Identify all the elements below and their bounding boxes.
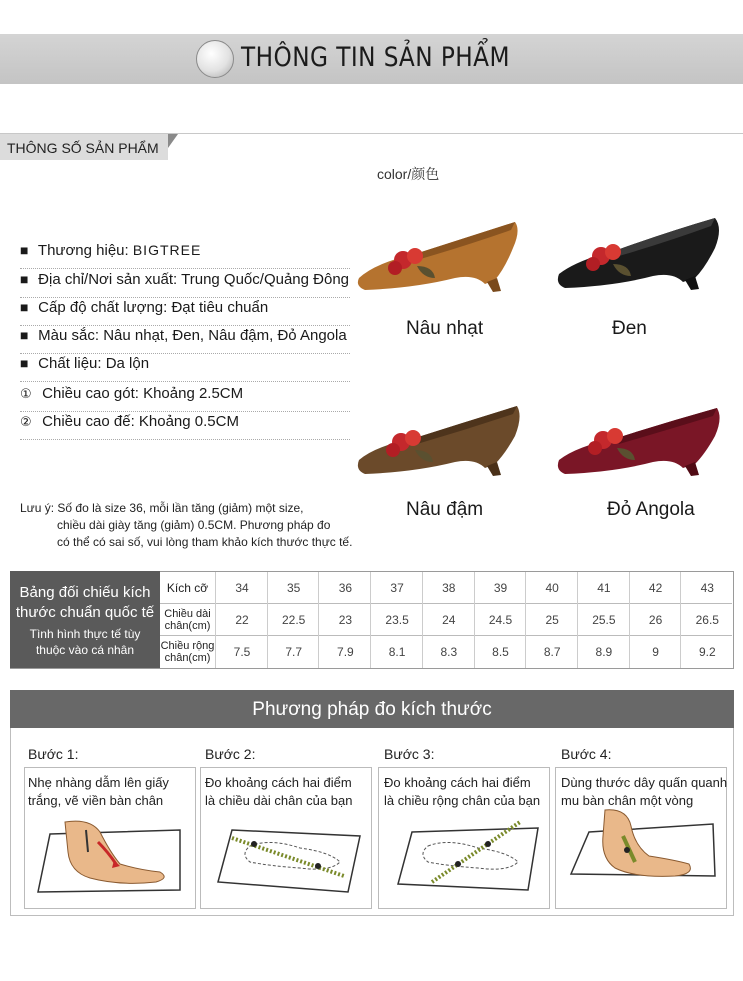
table-cell: 26	[629, 604, 682, 636]
spec-row-origin	[20, 271, 350, 298]
foot-wrap-measure-icon	[565, 806, 725, 896]
table-cell: 8.9	[577, 636, 630, 668]
divider	[0, 133, 743, 134]
table-cell: 24.5	[474, 604, 527, 636]
shoe-angola-red-image	[555, 398, 725, 483]
table-cell: 8.1	[370, 636, 423, 668]
table-cell: 23.5	[370, 604, 423, 636]
row-head-width: Chiều rộng chân(cm)	[160, 636, 216, 668]
bullet-icon: ■	[20, 355, 29, 371]
note-line: có thể có sai số, vui lòng tham khảo kích thước thực tế.	[57, 535, 353, 549]
table-cell: 34	[215, 572, 268, 604]
step-2-text-line: Đo khoảng cách hai điểm	[205, 775, 352, 790]
step-2-text-line: là chiều dài chân của bạn	[205, 793, 353, 808]
table-cell: 40	[525, 572, 578, 604]
note-line: Lưu ý: Số đo là size 36, mỗi lần tăng (giảm) một size,	[20, 501, 304, 515]
bullet-icon: ■	[20, 299, 29, 315]
table-cell: 22	[215, 604, 268, 636]
tab-corner-icon	[168, 134, 178, 148]
measure-title: Phương pháp đo kích thước	[252, 699, 492, 720]
header-circle-icon	[196, 40, 234, 78]
table-cell: 8.3	[422, 636, 475, 668]
bullet-icon: ■	[20, 327, 29, 343]
width-measure-icon	[388, 812, 548, 897]
table-subtitle-line: thuộc vào cá nhân	[35, 643, 135, 657]
page-title: THÔNG TIN SẢN PHẨM	[241, 42, 510, 73]
spec-text: Cấp độ chất lượng: Đạt tiêu chuẩn	[38, 299, 269, 316]
table-cell: 7.9	[318, 636, 371, 668]
table-cell: 41	[577, 572, 630, 604]
section-title: THÔNG SỐ SẢN PHẨM	[7, 140, 159, 156]
number-one-icon: ①	[20, 386, 32, 401]
table-cell: 22.5	[267, 604, 320, 636]
step-4-text-line: Dùng thước dây quấn quanh	[561, 775, 728, 790]
spec-label: Thương hiệu:	[37, 242, 129, 259]
spec-row-quality	[20, 299, 350, 326]
spec-row-material	[20, 355, 350, 382]
color-label: color/颜色	[377, 166, 440, 182]
step-3-text-line: là chiều rộng chân của bạn	[384, 793, 541, 808]
step-1-label: Bước 1:	[28, 746, 79, 762]
row-head-size: Kích cỡ	[160, 572, 216, 604]
table-cell: 9	[629, 636, 682, 668]
table-cell: 39	[474, 572, 527, 604]
table-cell: 38	[422, 572, 475, 604]
table-cell: 8.7	[525, 636, 578, 668]
spec-text: Chiều cao đế: Khoảng 0.5CM	[42, 413, 239, 430]
step-1-text-line: trắng, vẽ viền bàn chân	[28, 793, 164, 808]
table-cell: 24	[422, 604, 475, 636]
spec-text: Chất liệu: Da lộn	[38, 355, 150, 372]
color-name-black: Đen	[612, 318, 647, 339]
table-cell: 36	[318, 572, 371, 604]
spec-row-sole-height	[20, 413, 350, 440]
step-3-text-line: Đo khoảng cách hai điểm	[384, 775, 531, 790]
table-cell: 43	[680, 572, 733, 604]
table-cell: 26.5	[680, 604, 733, 636]
shoe-light-brown-image	[355, 208, 525, 298]
bullet-icon: ■	[20, 242, 29, 258]
spec-row-brand	[20, 242, 350, 269]
table-cell: 23	[318, 604, 371, 636]
shoe-dark-brown-image	[355, 396, 525, 481]
table-cell: 35	[267, 572, 320, 604]
spec-row-colors	[20, 327, 350, 354]
step-1-text-line: Nhẹ nhàng dẫm lên giấy	[28, 775, 169, 790]
table-cell: 25.5	[577, 604, 630, 636]
table-cell: 9.2	[680, 636, 733, 668]
step-4-text-line: mu bàn chân một vòng	[561, 793, 694, 808]
table-title-line: Bảng đối chiếu kích	[19, 584, 151, 601]
foot-on-paper-icon	[30, 812, 190, 897]
size-table-title-block	[10, 571, 160, 668]
step-4-label: Bước 4:	[561, 746, 612, 762]
spec-text: Màu sắc: Nâu nhạt, Đen, Nâu đậm, Đỏ Angola	[38, 327, 347, 344]
table-cell: 42	[629, 572, 682, 604]
color-name-dark-brown: Nâu đậm	[406, 499, 484, 520]
table-cell: 7.5	[215, 636, 268, 668]
table-subtitle-line: Tình hình thực tế tùy	[29, 627, 141, 641]
step-2-label: Bước 2:	[205, 746, 256, 762]
color-name-angola-red: Đỏ Angola	[607, 499, 695, 520]
color-name-light-brown: Nâu nhạt	[406, 318, 484, 339]
spec-text: Chiều cao gót: Khoảng 2.5CM	[42, 385, 244, 402]
step-3-label: Bước 3:	[384, 746, 435, 762]
brand-value: BIGTREE	[132, 242, 202, 258]
spec-text: Địa chỉ/Nơi sản xuất: Trung Quốc/Quảng Đông	[38, 271, 350, 288]
number-two-icon: ②	[20, 414, 32, 429]
table-cell: 37	[370, 572, 423, 604]
table-title-line: thước chuẩn quốc tế	[15, 604, 155, 621]
table-cell: 8.5	[474, 636, 527, 668]
note-line: chiều dài giày tăng (giảm) 0.5CM. Phương pháp đo	[57, 518, 331, 532]
table-cell: 7.7	[267, 636, 320, 668]
row-head-length: Chiều dài chân(cm)	[160, 604, 216, 636]
spec-row-heel-height	[20, 385, 350, 412]
shoe-black-image	[555, 208, 725, 298]
length-measure-icon	[210, 812, 370, 897]
bullet-icon: ■	[20, 271, 29, 287]
table-cell: 25	[525, 604, 578, 636]
